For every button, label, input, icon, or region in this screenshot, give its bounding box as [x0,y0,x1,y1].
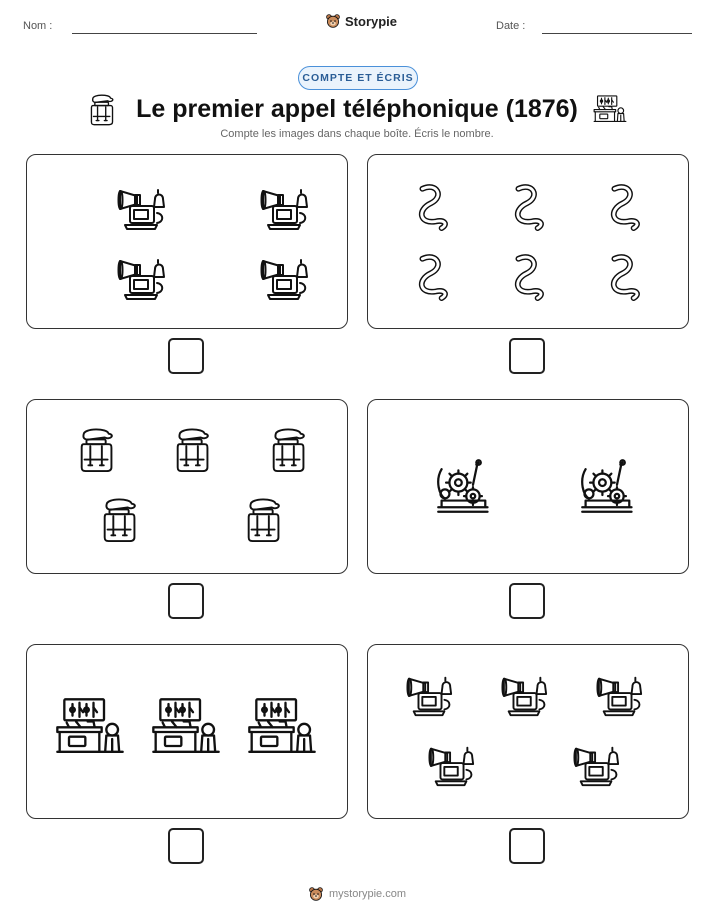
battery-jar-icon [97,495,145,543]
telephone-bell-icon [573,741,621,789]
telephone-bell-icon [260,183,310,233]
counting-box [26,644,348,819]
footer-site: mystorypie.com [328,888,407,900]
answer-box[interactable] [509,583,545,619]
name-line [72,33,257,34]
counting-box [26,399,348,574]
wire-icon [408,183,456,231]
answer-box[interactable] [168,338,204,374]
mascot-icon [308,886,324,902]
battery-jar-icon [241,495,289,543]
header [0,0,714,50]
workshop-desk-icon [593,92,627,126]
workshop-desk-icon [247,697,317,755]
telephone-bell-icon [428,741,476,789]
battery-jar-icon [74,425,122,473]
answer-box[interactable] [509,338,545,374]
counting-box [367,399,689,574]
battery-jar-icon [86,92,120,126]
answer-box[interactable] [509,828,545,864]
wire-icon [600,253,648,301]
title-row [0,90,714,128]
telephone-bell-icon [260,253,310,303]
counting-box [367,154,689,329]
counting-box [26,154,348,329]
date-line [542,33,692,34]
page-title: Le premier appel téléphonique (1876) [136,95,578,123]
date-label: Date : [496,20,526,32]
answer-box[interactable] [168,583,204,619]
telephone-bell-icon [117,253,167,303]
battery-jar-icon [170,425,218,473]
workshop-desk-icon [151,697,221,755]
brand-name: Storypie [345,13,398,29]
telephone-bell-icon [406,671,454,719]
worksheet-tag: COMPTE ET ÉCRIS [298,66,418,90]
telephone-bell-icon [596,671,644,719]
wire-icon [408,253,456,301]
battery-jar-icon [266,425,314,473]
wire-icon [600,183,648,231]
telephone-bell-icon [501,671,549,719]
gear-machine-icon [580,458,636,514]
workshop-desk-icon [55,697,125,755]
wire-icon [504,183,552,231]
telephone-bell-icon [117,183,167,233]
counting-box [367,644,689,819]
name-label: Nom : [23,20,53,32]
gear-machine-icon [436,458,492,514]
brand-logo [325,13,397,29]
wire-icon [504,253,552,301]
instructions: Compte les images dans chaque boîte. Écris le nombre. [220,128,494,140]
answer-box[interactable] [168,828,204,864]
footer [0,886,714,902]
mascot-icon [325,13,341,29]
